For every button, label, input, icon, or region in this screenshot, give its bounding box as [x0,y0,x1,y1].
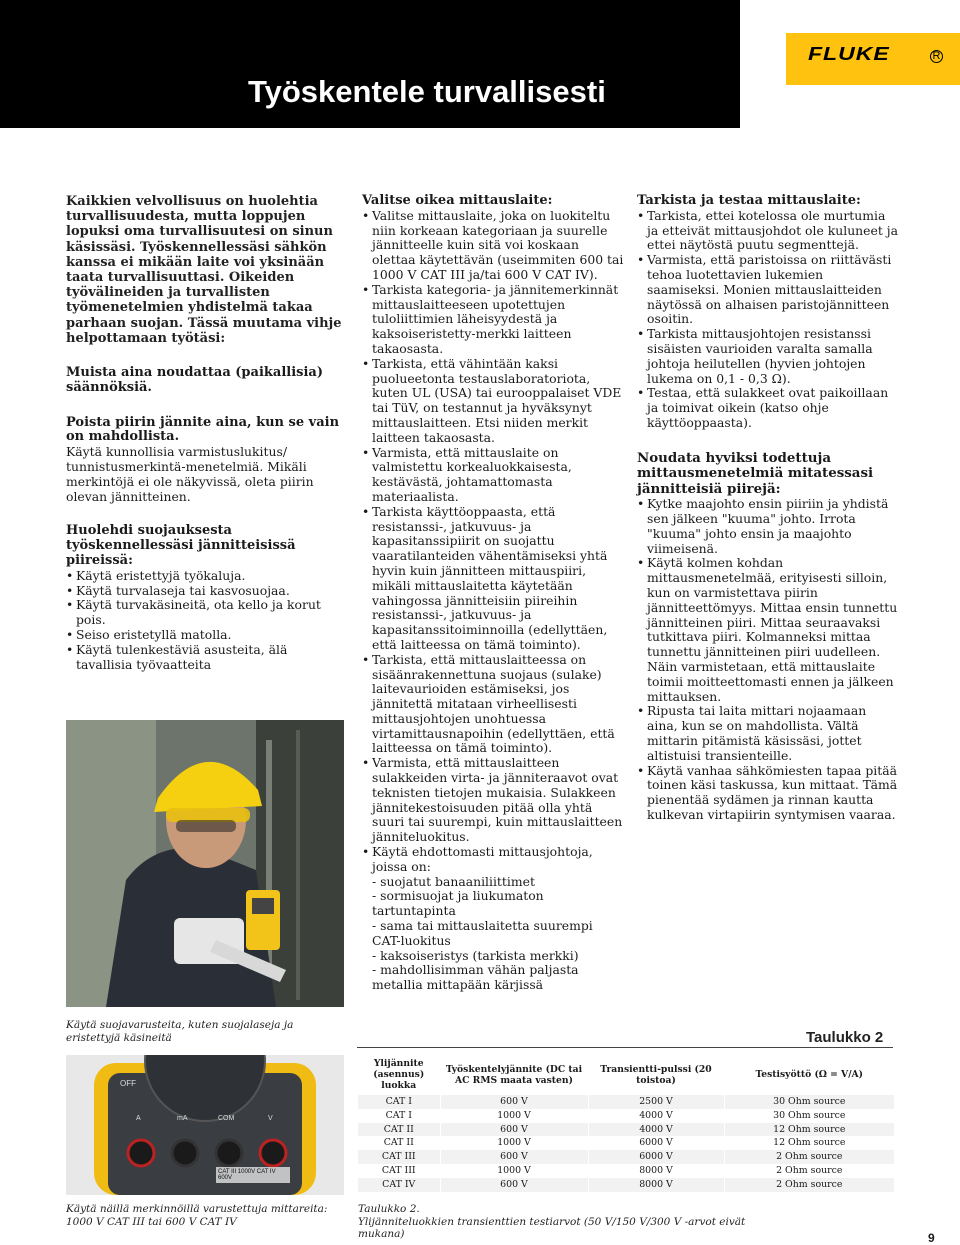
table-cell: 600 V [440,1095,588,1109]
table-cell: 1000 V [440,1136,588,1150]
table-cell: 12 Ohm source [724,1123,894,1137]
multimeter-illustration [66,1055,344,1195]
table-caption [358,1203,778,1241]
meter-com-label: COM [218,1115,235,1122]
technician-photo [66,720,344,1007]
rule3-list [66,569,346,673]
table-cell: 8000 V [588,1164,724,1178]
page-number: 9 [928,1231,935,1245]
check-meter-list [637,209,899,431]
list-item: • Tarkista kategoria- ja jännitemerkinnät mittauslaitteeseen upotettujen tuloliittimien läheisyydestä ja kaksoiseristetty-merkki laitteen takaosasta. [362,283,624,357]
table-title-rule [357,1047,893,1048]
list-item: • Testaa, että sulakkeet ovat paikoillaan ja toimivat oikein (katso ohje käyttöoppaasta). [637,386,899,430]
table-row [358,1164,894,1178]
list-item: • Käytä turvalaseja tai kasvosuojaa. [66,584,346,599]
table-row [358,1150,894,1164]
meter-v-label: V [268,1115,273,1122]
table-cell: 1000 V [440,1109,588,1123]
table-cell: 2 Ohm source [724,1178,894,1192]
list-item: • Käytä ehdottomasti mittausjohtoja, joissa on: [362,845,624,875]
intro-paragraph: Kaikkien velvollisuus on huolehtia turvallisuudesta, mutta loppujen lopuksi oma turvallisuutesi on sinun käsissäsi. Työskennellessäsi sähkön kanssa ei mikään laite voi yksinään taata turvallisuuttasi. Oikeiden työvälineiden ja turvallisten työmenetelmien yhdistelmä takaa parhaan suojan. Tässä muutama vihje helpottamaan työtäsi: [66,194,342,346]
table-row [358,1178,894,1192]
procedures-heading: Noudata hyviksi todettuja mittausmenetelmiä mitatessasi jännitteisiä piirejä: [637,449,874,497]
table-caption-label: Taulukko 2. [358,1203,420,1215]
list-item: • Käytä tulenkestäviä asusteita, älä tavallisia työvaatteita [66,643,346,673]
table-cell: 4000 V [588,1123,724,1137]
table-cell: 8000 V [588,1178,724,1192]
table-cell: 2 Ohm source [724,1164,894,1178]
meter-a-label: A [136,1115,141,1122]
test-lead-list [362,875,624,993]
table-row [358,1109,894,1123]
list-item: • Tarkista käyttöoppaasta, että resistanssi-, jatkuvuus- ja kapasitanssipiirit on suojattu vaaratilanteiden vähentämiseksi yhtä hyvin kuin jännitteen mittauspiiri, mikäli mittauslaitetta käytetään vahingossa jännitteisiin piireihin resistanssi-, jatkuvuus- ja kapasitanssitoiminnoilla (edellyttäen, että laitteessa on tämä toiminto). [362,505,624,653]
table-header-row [358,1056,894,1095]
table-cell: 4000 V [588,1109,724,1123]
table-cell: 1000 V [440,1164,588,1178]
dash-item: - suojatut banaaniliittimet [372,873,535,889]
column-intro [66,194,346,672]
rule-heading-3: Huolehdi suojauksesta työskennellessäsi jännitteisissä piireissä: [66,523,296,568]
list-item: • Varmista, että paristoissa on riittävästi tehoa luotettavien lukemien saamiseksi. Monien mittauslaitteiden näytössä on alhaisen paristojännitteen osoitin. [637,253,899,327]
rule-heading-2: Poista piirin jännite aina, kun se vain on mahdollista. [66,414,340,445]
table-caption-text: Ylijänniteluokkien transienttien testiarvot (50 V/150 V/300 V -arvot eivät mukana) [358,1215,746,1240]
list-item: • Varmista, että mittauslaite on valmistettu korkealuokkaisesta, kestävästä, johtamattomasta materiaalista. [362,446,624,505]
rule-heading-1: Muista aina noudattaa (paikallisia) säännöksiä. [66,365,323,395]
page-title: Työskentele turvallisesti [248,74,606,109]
table-cell: CAT III [358,1150,440,1164]
dash-item: - sama tai mittauslaitetta suurempi CAT-luokitus [372,918,593,948]
list-item: • Ripusta tai laita mittari nojaamaan aina, kun se on mahdollista. Vältä mittarin pitämistä käsissäsi, jottet altistuisi transienteille. [637,704,899,763]
table-cell: 6000 V [588,1136,724,1150]
column-check-meter [637,194,899,823]
list-item: • Varmista, että mittauslaitteen sulakkeiden virta- ja jänniteraavot ovat teknisten tietojen mukaisia. Sulakkeen jännitekestoisuuden pitää olla yhtä suuri tai suurempi, kuin mittauslaitteen jänniteluokitus. [362,756,624,845]
table-header: Transientti-pulssi (20 toistoa) [588,1056,724,1095]
list-item: • Tarkista, että mittauslaitteessa on sisäänrakennettuna suojaus (sulake) laitevaurioiden estämiseksi, jos jännitettä mitataan virheellisesti mittausjohtojen unohtuessa virtamittausnapoihin (edellyttäen, että laitteessa on tämä toiminto). [362,653,624,757]
table-row [358,1136,894,1150]
table-cell: CAT II [358,1123,440,1137]
list-item: • Käytä kolmen kohdan mittausmenetelmää, erityisesti silloin, kun on varmistettava piirin jännitteettömyys. Mittaa ensin tunnettu jännitteinen piiri. Mittaa seuraavaksi tutkittava piiri. Kolmanneksi mittaa tunnettu jännitteinen piiri uudelleen. Näin varmistetaan, että mittauslaite toimii moitteettomasti ennen ja jälkeen mittauksen. [637,556,899,704]
table-cell: CAT II [383,1137,414,1149]
technician-illustration [66,720,344,1007]
table-cell: CAT III [381,1164,416,1176]
dash-item: - sormisuojat ja liukumaton tartuntapinta [372,888,544,919]
table-row [358,1095,894,1109]
table-cell: 30 Ohm source [724,1109,894,1123]
table-cell: 600 V [440,1150,588,1164]
choose-meter-list [362,209,624,875]
list-item: • Käytä vanhaa sähkömiesten tapaa pitää toinen käsi taskussa, kun mittaat. Tämä pienentää sydämen ja rinnan kautta kulkevan virtapiirin syntymisen vaaraa. [637,764,899,823]
list-item: • Tarkista, että vähintään kaksi puolueetonta testauslaboratoriota, kuten UL (USA) tai eurooppalaiset VDE tai TüV, on testannut ja hyväksynyt mittauslaitteen. Etsi niiden merkit laitteen takaosasta. [362,357,624,446]
multimeter-photo [66,1055,344,1195]
table-cell: 2 Ohm source [724,1150,894,1164]
table-cell: 600 V [440,1123,588,1137]
rule-text-2: Käytä kunnollisia varmistuslukitus/ tunnistusmerkintä-menetelmiä. Mikäli merkintöjä ei ole näkyvissä, oleta piirin olevan jännitteinen. [66,444,314,504]
table-cell: CAT IV [358,1178,440,1192]
check-meter-heading: Tarkista ja testaa mittauslaite: [637,193,861,208]
choose-meter-heading: Valitse oikea mittauslaite: [362,193,553,208]
list-item: • Valitse mittauslaite, joka on luokiteltu niin korkeaan kategoriaan ja suurelle jännitteelle kuin sitä voi koskaan olettaa käytettävän (useimmiten 600 tai 1000 V CAT III ja/tai 600 V CAT IV). [362,209,624,283]
table-header: Ylijännite (asennus) luokka [358,1056,440,1095]
table-cell: 2500 V [588,1095,724,1109]
meter-cat-label: CAT III 1000V CAT IV 600V [218,1169,276,1181]
fluke-logo [786,33,960,85]
header-bar [0,0,740,128]
table-cell: 30 Ohm source [724,1095,894,1109]
list-item: • Käytä turvakäsineitä, ota kello ja korut pois. [66,598,346,628]
table-row [358,1123,894,1137]
list-item: • Tarkista mittausjohtojen resistanssi sisäisten vaurioiden varalta samalla johtoja heilutellen (hyvien johtojen lukema on 0,1 - 0,3 Ω). [637,327,899,386]
overvoltage-table [358,1056,894,1192]
table-cell: CAT I [385,1109,412,1121]
procedures-list [637,497,899,823]
table-cell: 6000 V [588,1150,724,1164]
fluke-logo-text: FLUKE [808,43,890,64]
column-choose-meter [362,194,624,993]
list-item: • Seiso eristetyllä matolla. [66,628,346,643]
photo2-caption: Käytä näillä merkinnöillä varustettuja mittareita: 1000 V CAT III tai 600 V CAT IV [66,1203,328,1228]
table-title: Taulukko 2 [806,1029,884,1046]
list-item: • Käytä eristettyjä työkaluja. [66,569,346,584]
registered-icon: R [930,50,943,63]
dash-item: - kaksoiseristys (tarkista merkki) [372,947,579,963]
photo1-caption: Käytä suojavarusteita, kuten suojalaseja ja eristettyjä käsineitä [66,1019,294,1044]
table-cell: 12 Ohm source [724,1136,894,1150]
dash-item: - mahdollisimman vähän paljasta metallia mittapään kärjissä [372,962,579,993]
meter-ma-label: mA [177,1115,188,1122]
table-header: Testisyöttö (Ω = V/A) [724,1056,894,1095]
meter-off-label: OFF [120,1079,136,1088]
list-item: • Tarkista, ettei kotelossa ole murtumia ja etteivät mittausjohdot ole kuluneet ja ettei näytöstä puutu segmenttejä. [637,209,899,253]
table-header: Työskentelyjännite (DC tai AC RMS maata vasten) [440,1056,588,1095]
table-cell: 600 V [440,1178,588,1192]
list-item: • Kytke maajohto ensin piiriin ja yhdistä sen jälkeen "kuuma" johto. Irrota "kuuma" johto ensin ja maajohto viimeisenä. [637,497,899,556]
table-cell: CAT I [358,1095,440,1109]
